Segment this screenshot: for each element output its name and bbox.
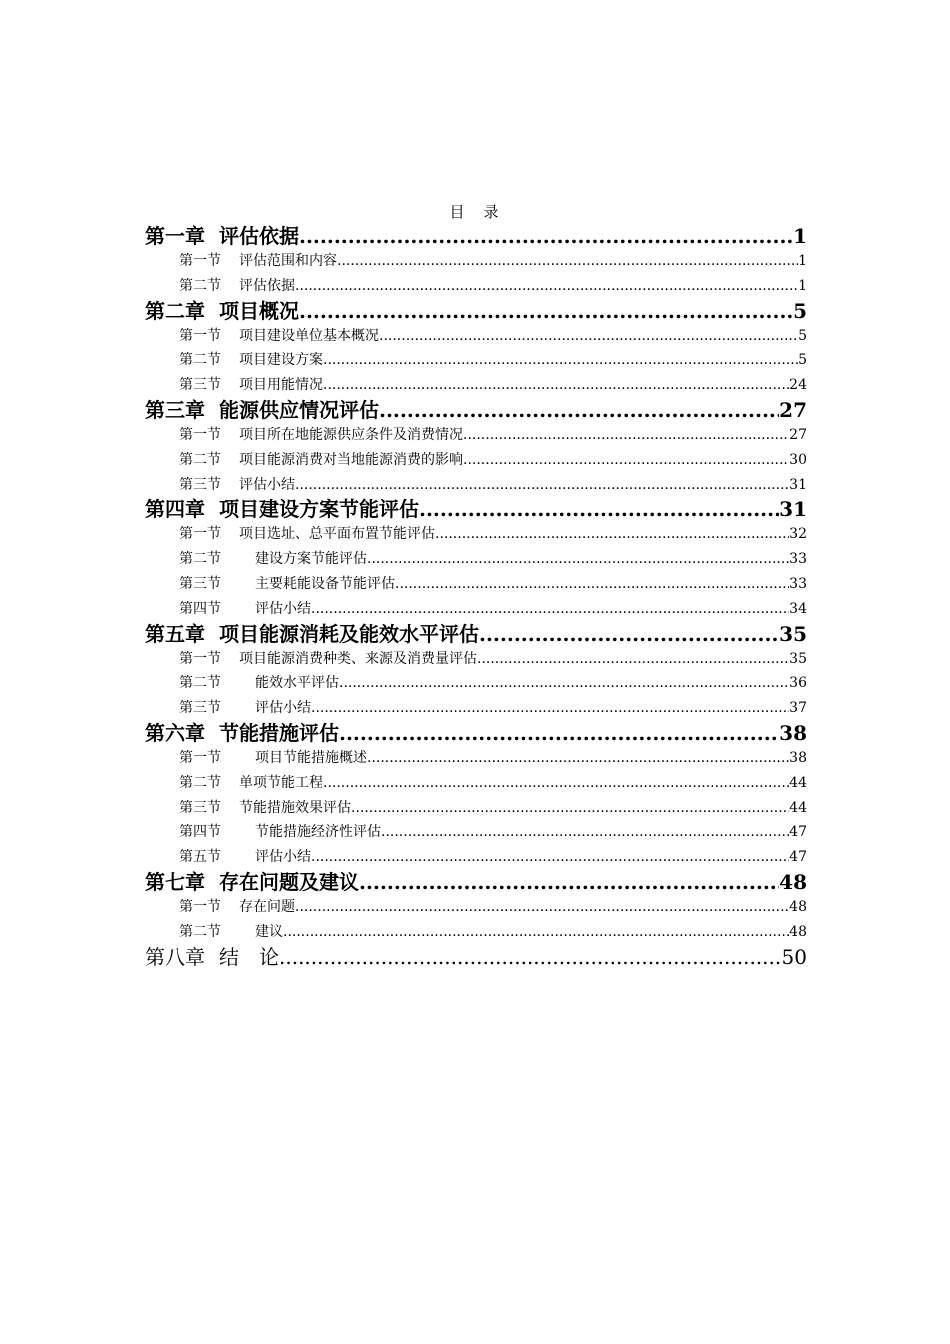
section-title: 主要耗能设备节能评估 (255, 575, 395, 592)
section-number: 第五节 (179, 849, 221, 866)
chapter-title: 项目概况 (219, 298, 299, 323)
dot-leader (295, 473, 789, 498)
page-number: 27 (779, 397, 807, 422)
toc-section-entry[interactable] (145, 324, 807, 349)
toc-section-entry[interactable] (145, 845, 807, 870)
section-title: 存在问题 (239, 898, 295, 915)
page-number: 36 (789, 675, 807, 692)
toc-section-entry[interactable] (145, 373, 807, 398)
section-number: 第一节 (179, 327, 221, 344)
chapter-title: 评估依据 (219, 224, 299, 248)
chapter-number: 第七章 (145, 869, 205, 894)
toc-entry-label (179, 423, 463, 448)
section-number: 第三节 (179, 476, 221, 493)
chapter-title: 能源供应情况评估 (219, 397, 379, 422)
page-number: 35 (779, 621, 807, 646)
section-number: 第一节 (179, 253, 221, 269)
section-number: 第一节 (179, 426, 221, 443)
page-number: 5 (798, 327, 807, 344)
dot-leader (367, 746, 789, 771)
dot-leader (359, 870, 779, 895)
section-title: 评估依据 (239, 277, 295, 294)
page-number: 44 (789, 774, 807, 791)
toc-entry-label (179, 820, 381, 845)
toc-section-entry[interactable] (145, 274, 807, 299)
toc-entry-label (179, 796, 351, 821)
dot-leader (323, 348, 798, 373)
page-number: 30 (789, 451, 807, 468)
toc-entry-label (145, 299, 299, 324)
dot-leader (395, 572, 789, 597)
page-number: 47 (789, 849, 807, 866)
toc-entry-label (145, 497, 419, 522)
page-number: 1 (798, 277, 807, 294)
dot-leader (337, 249, 798, 274)
chapter-title: 项目建设方案节能评估 (219, 497, 419, 522)
chapter-title: 节能措施评估 (219, 720, 339, 745)
section-title: 能效水平评估 (255, 675, 339, 692)
toc-entry-label (179, 671, 339, 696)
section-number: 第三节 (179, 700, 221, 717)
dot-leader (479, 622, 779, 647)
toc-section-entry[interactable] (145, 572, 807, 597)
section-number: 第二节 (179, 277, 221, 294)
section-title: 评估小结 (255, 700, 311, 717)
chapter-title: 结 论 (219, 944, 279, 969)
page-number: 48 (779, 869, 807, 894)
toc-chapter-entry[interactable] (145, 497, 807, 522)
dot-leader (339, 721, 779, 746)
toc-entry-label (179, 274, 295, 299)
section-number: 第四节 (179, 600, 221, 617)
dot-leader (381, 820, 789, 845)
section-number: 第二节 (179, 551, 221, 568)
toc-section-entry[interactable] (145, 696, 807, 721)
chapter-number: 第二章 (145, 298, 205, 323)
toc-entry-label (145, 870, 359, 895)
toc-entry-label (145, 224, 299, 249)
dot-leader (311, 597, 789, 622)
section-number: 第二节 (179, 675, 221, 692)
page-number: 31 (789, 476, 807, 493)
toc-entry-label (145, 945, 279, 970)
page-number: 33 (789, 551, 807, 568)
toc-section-entry[interactable] (145, 796, 807, 821)
dot-leader (463, 448, 789, 473)
toc-section-entry[interactable] (145, 820, 807, 845)
section-number: 第三节 (179, 377, 221, 394)
section-title: 评估小结 (239, 476, 295, 493)
page-number: 47 (789, 824, 807, 841)
page-number: 5 (798, 352, 807, 369)
chapter-title: 存在问题及建议 (219, 869, 359, 894)
dot-leader (379, 398, 779, 423)
toc-entry-label (179, 647, 477, 672)
toc-section-entry[interactable] (145, 647, 807, 672)
section-number: 第二节 (179, 774, 221, 791)
chapter-number: 第一章 (145, 224, 205, 248)
dot-leader (379, 324, 798, 349)
section-number: 第一节 (179, 749, 221, 766)
section-title: 项目建设方案 (239, 352, 323, 369)
section-number: 第一节 (179, 650, 221, 667)
toc-section-entry[interactable] (145, 671, 807, 696)
page-number: 31 (779, 497, 807, 522)
dot-leader (435, 522, 789, 547)
section-title: 项目能源消费对当地能源消费的影响 (239, 451, 463, 468)
toc-section-entry[interactable] (145, 249, 807, 274)
toc-entry-label (179, 348, 323, 373)
toc-entry-label (179, 324, 379, 349)
dot-leader (351, 796, 789, 821)
dot-leader (295, 274, 798, 299)
section-title: 项目节能措施概述 (255, 749, 367, 766)
dot-leader (367, 547, 789, 572)
toc-section-entry[interactable] (145, 597, 807, 622)
section-number: 第二节 (179, 451, 221, 468)
toc-title: 目 录 (449, 203, 501, 221)
dot-leader (339, 671, 789, 696)
toc-section-entry[interactable] (145, 895, 807, 920)
dot-leader (299, 299, 793, 324)
page-number: 27 (789, 426, 807, 443)
section-number: 第三节 (179, 575, 221, 592)
dot-leader (299, 224, 793, 249)
page-number: 1 (798, 253, 807, 269)
section-title: 项目能源消费种类、来源及消费量评估 (239, 650, 477, 667)
section-title: 项目选址、总平面布置节能评估 (239, 526, 435, 543)
toc-entry-label (145, 398, 379, 423)
toc-entry-label (179, 572, 395, 597)
dot-leader (463, 423, 789, 448)
toc-section-entry[interactable] (145, 423, 807, 448)
section-number: 第四节 (179, 824, 221, 841)
page-number: 5 (793, 298, 807, 323)
page-number: 37 (789, 700, 807, 717)
toc-chapter-entry[interactable] (145, 870, 807, 895)
toc-entry-label (179, 771, 323, 796)
page-number: 48 (789, 923, 807, 940)
section-title: 建议 (255, 923, 283, 940)
toc-entry-label (179, 473, 295, 498)
page-number: 44 (789, 799, 807, 816)
section-title: 评估小结 (255, 600, 311, 617)
chapter-number: 第六章 (145, 720, 205, 745)
toc-entry-label (179, 448, 463, 473)
toc-entry-label (179, 845, 311, 870)
section-title: 节能措施经济性评估 (255, 824, 381, 841)
toc-entry-label (179, 696, 311, 721)
dot-leader (323, 373, 789, 398)
section-number: 第一节 (179, 526, 221, 543)
toc-entry-label (179, 547, 367, 572)
section-title: 节能措施效果评估 (239, 799, 351, 816)
dot-leader (279, 945, 782, 970)
toc-section-entry[interactable] (145, 348, 807, 373)
dot-leader (311, 845, 789, 870)
page-number: 1 (793, 224, 807, 248)
dot-leader (419, 497, 779, 522)
chapter-number: 第三章 (145, 397, 205, 422)
dot-leader (311, 696, 789, 721)
section-number: 第二节 (179, 923, 221, 940)
section-title: 评估小结 (255, 849, 311, 866)
toc-section-entry[interactable] (145, 522, 807, 547)
page-number: 48 (789, 898, 807, 915)
section-number: 第三节 (179, 799, 221, 816)
section-number: 第一节 (179, 898, 221, 915)
toc-section-entry[interactable] (145, 448, 807, 473)
chapter-number: 第四章 (145, 497, 205, 522)
toc-section-entry[interactable] (145, 746, 807, 771)
toc-section-entry[interactable] (145, 920, 807, 945)
chapter-number: 第八章 (145, 944, 205, 969)
section-number: 第二节 (179, 352, 221, 369)
toc-chapter-entry[interactable] (145, 224, 807, 249)
toc-chapter-entry[interactable] (145, 398, 807, 423)
toc-entry-label (179, 249, 337, 274)
toc-section-entry[interactable] (145, 771, 807, 796)
toc-chapter-entry[interactable] (145, 299, 807, 324)
toc-chapter-entry[interactable] (145, 945, 807, 970)
dot-leader (283, 920, 789, 945)
section-title: 单项节能工程 (239, 774, 323, 791)
chapter-title: 项目能源消耗及能效水平评估 (219, 621, 479, 646)
toc-entry-label (179, 746, 367, 771)
page-number: 24 (789, 377, 807, 394)
dot-leader (295, 895, 789, 920)
section-title: 项目所在地能源供应条件及消费情况 (239, 426, 463, 443)
page-number: 50 (781, 944, 807, 969)
dot-leader (323, 771, 789, 796)
toc-entry-label (179, 597, 311, 622)
toc-list (145, 224, 807, 970)
toc-entry-label (179, 895, 295, 920)
section-title: 项目用能情况 (239, 377, 323, 394)
section-title: 建设方案节能评估 (255, 551, 367, 568)
page-number: 34 (789, 600, 807, 617)
chapter-number: 第五章 (145, 621, 205, 646)
section-title: 项目建设单位基本概况 (239, 327, 379, 344)
toc-chapter-entry[interactable] (145, 622, 807, 647)
page-number: 33 (789, 575, 807, 592)
toc-section-entry[interactable] (145, 473, 807, 498)
page-number: 32 (789, 526, 807, 543)
toc-section-entry[interactable] (145, 547, 807, 572)
page-number: 38 (789, 749, 807, 766)
toc-entry-label (179, 920, 283, 945)
toc-entry-label (179, 522, 435, 547)
page-number: 35 (789, 650, 807, 667)
toc-entry-label (145, 721, 339, 746)
dot-leader (477, 647, 789, 672)
toc-entry-label (179, 373, 323, 398)
toc-chapter-entry[interactable] (145, 721, 807, 746)
toc-entry-label (145, 622, 479, 647)
page-number: 38 (779, 720, 807, 745)
section-title: 评估范围和内容 (239, 253, 337, 269)
